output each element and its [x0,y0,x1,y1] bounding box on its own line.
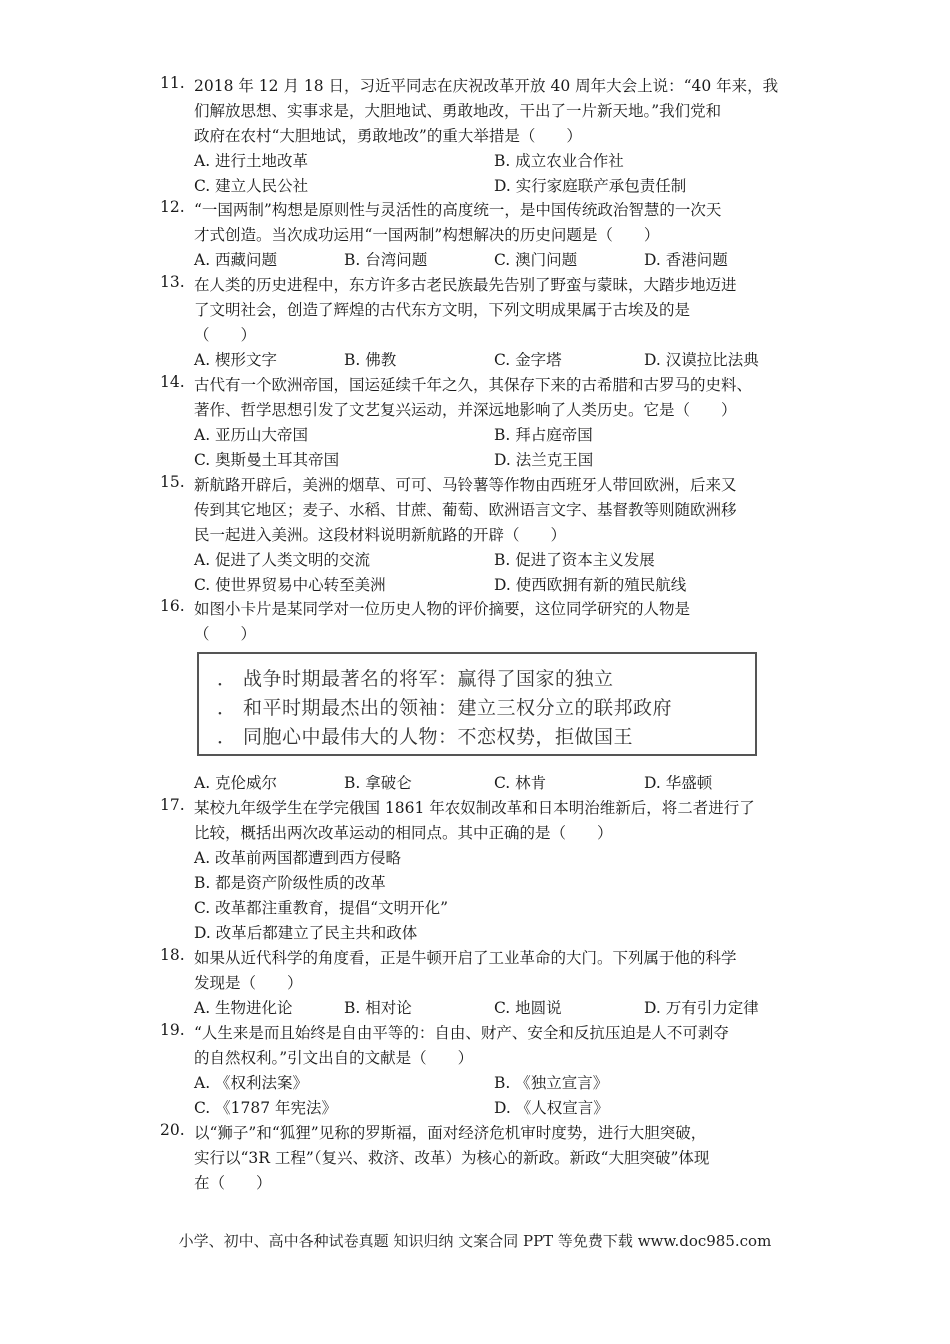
stem-line: 传到其它地区；麦子、水稻、甘蔗、葡萄、欧洲语言文字、基督教等则随欧洲移 [194,501,737,519]
options [194,548,790,598]
stem-line: （ ） [194,625,257,643]
question-stem [194,1121,790,1196]
card-line-2: ． 和平时期最杰出的领袖：建立三权分立的联邦政府 [217,697,673,719]
option-b[interactable]: B. 拜占庭帝国 [494,426,593,444]
option-c[interactable]: C. 《1787 年宪法》 [194,1099,338,1117]
option-a[interactable]: A. 《权利法案》 [194,1074,309,1092]
stem-line: 著作、哲学思想引发了文艺复兴运动，并深远地影响了人类历史。它是（ ） [194,401,737,419]
option-a[interactable]: A. 西藏问题 [194,251,278,269]
option-a[interactable]: A. 进行土地改革 [194,152,309,170]
stem-line: 了文明社会，创造了辉煌的古代东方文明，下列文明成果属于古埃及的是 [194,301,691,319]
question-stem [194,74,790,149]
option-b[interactable]: B. 促进了资本主义发展 [494,551,655,569]
option-a[interactable]: A. 改革前两国都遭到西方侵略 [194,849,402,867]
options [194,846,790,946]
option-b[interactable]: B. 成立农业合作社 [494,152,624,170]
question-stem [194,273,790,348]
option-c[interactable]: C. 金字塔 [494,351,562,369]
question-18 [160,946,790,1021]
option-b[interactable]: B. 都是资产阶级性质的改革 [194,874,386,892]
stem-line: “人生来是而且始终是自由平等的：自由、财产、安全和反抗压迫是人不可剥夺 [194,1024,729,1042]
question-number: 18. [160,946,185,964]
options [194,149,790,199]
options [194,1071,790,1121]
page-footer: 小学、初中、高中各种试卷真题 知识归纳 文案合同 PPT 等免费下载 www.doc985.com [178,1232,772,1250]
question-12 [160,198,790,273]
option-c[interactable]: C. 使世界贸易中心转至美洲 [194,576,386,594]
question-stem [194,198,790,248]
question-number: 17. [160,796,185,814]
option-c[interactable]: C. 澳门问题 [494,251,578,269]
stem-line: 们解放思想、实事求是，大胆地试、勇敢地改，干出了一片新天地。”我们党和 [194,102,722,120]
question-number: 20. [160,1121,185,1139]
question-20 [160,1121,790,1196]
question-number: 19. [160,1021,185,1039]
option-b[interactable]: B. 佛教 [344,351,397,369]
question-11 [160,74,790,199]
question-stem [194,796,790,846]
options [194,996,790,1021]
question-16-options [160,771,790,796]
stem-line: 比较，概括出两次改革运动的相同点。其中正确的是（ ） [194,824,613,842]
question-15 [160,473,790,598]
card-line-1: ． 战争时期最著名的将军：赢得了国家的独立 [217,668,614,690]
stem-line: 2018 年 12 月 18 日，习近平同志在庆祝改革开放 40 周年大会上说：“40 年来，我 [194,77,779,95]
stem-line: 以“狮子”和“狐狸”见称的罗斯福，面对经济危机审时度势，进行大胆突破， [194,1124,707,1142]
question-number: 14. [160,373,185,391]
option-d[interactable]: D. 汉谟拉比法典 [644,351,759,369]
question-stem [194,946,790,996]
option-d[interactable]: D. 华盛顿 [644,774,713,792]
option-a[interactable]: A. 亚历山大帝国 [194,426,309,444]
option-d[interactable]: D. 万有引力定律 [644,999,759,1017]
question-number: 13. [160,273,185,291]
question-stem [194,373,790,423]
stem-line: （ ） [194,326,257,344]
option-b[interactable]: B. 台湾问题 [344,251,428,269]
stem-line: 某校九年级学生在学完俄国 1861 年农奴制改革和日本明治维新后，将二者进行了 [194,799,755,817]
question-17 [160,796,790,946]
stem-line: 的自然权利。”引文出自的文献是（ ） [194,1049,474,1067]
question-stem [194,1021,790,1071]
question-13 [160,273,790,373]
option-d[interactable]: D. 香港问题 [644,251,728,269]
question-number: 16. [160,597,185,615]
stem-line: 如果从近代科学的角度看，正是牛顿开启了工业革命的大门。下列属于他的科学 [194,949,737,967]
stem-line: 才式创造。当次成功运用“一国两制”构想解决的历史问题是（ ） [194,226,660,244]
evaluation-card [197,652,757,756]
option-c[interactable]: C. 地圆说 [494,999,562,1017]
options [194,248,790,273]
stem-line: 实行以“3R 工程”（复兴、救济、改革）为核心的新政。新政“大胆突破”体现 [194,1149,710,1167]
option-c[interactable]: C. 奥斯曼土耳其帝国 [194,451,340,469]
question-16 [160,597,790,647]
question-number: 11. [160,74,185,92]
card-line-3: ． 同胞心中最伟大的人物：不恋权势，拒做国王 [217,726,634,748]
option-a[interactable]: A. 促进了人类文明的交流 [194,551,371,569]
stem-line: 新航路开辟后，美洲的烟草、可可、马铃薯等作物由西班牙人带回欧洲，后来又 [194,476,737,494]
option-c[interactable]: C. 林肯 [494,774,547,792]
question-number: 15. [160,473,185,491]
option-d[interactable]: D. 法兰克王国 [494,451,594,469]
option-d[interactable]: D. 改革后都建立了民主共和政体 [194,924,418,942]
question-14 [160,373,790,473]
stem-line: 古代有一个欧洲帝国，国运延续千年之久，其保存下来的古希腊和古罗马的史料、 [194,376,753,394]
options [194,771,790,796]
stem-line: “一国两制”构想是原则性与灵活性的高度统一，是中国传统政治智慧的一次天 [194,201,722,219]
option-c[interactable]: C. 改革都注重教育，提倡“文明开化” [194,899,449,917]
option-b[interactable]: B. 相对论 [344,999,412,1017]
option-d[interactable]: D. 实行家庭联产承包责任制 [494,177,687,195]
stem-line: 发现是（ ） [194,974,303,992]
option-d[interactable]: D. 使西欧拥有新的殖民航线 [494,576,687,594]
question-stem [194,473,790,548]
stem-line: 民一起进入美洲。这段材料说明新航路的开辟（ ） [194,526,567,544]
question-number: 12. [160,198,185,216]
option-c[interactable]: C. 建立人民公社 [194,177,309,195]
stem-line: 如图小卡片是某同学对一位历史人物的评价摘要，这位同学研究的人物是 [194,600,691,618]
stem-line: 政府在农村“大胆地试，勇敢地改”的重大举措是（ ） [194,127,582,145]
option-a[interactable]: A. 克伦威尔 [194,774,278,792]
stem-line: 在人类的历史进程中，东方许多古老民族最先告别了野蛮与蒙昧，大踏步地迈进 [194,276,737,294]
options [194,348,790,373]
options [194,423,790,473]
stem-line: 在（ ） [194,1174,272,1192]
option-a[interactable]: A. 生物进化论 [194,999,293,1017]
option-b[interactable]: B. 《独立宣言》 [494,1074,609,1092]
question-19 [160,1021,790,1121]
option-a[interactable]: A. 楔形文字 [194,351,278,369]
option-d[interactable]: D. 《人权宣言》 [494,1099,609,1117]
option-b[interactable]: B. 拿破仑 [344,774,412,792]
question-stem [194,597,790,647]
